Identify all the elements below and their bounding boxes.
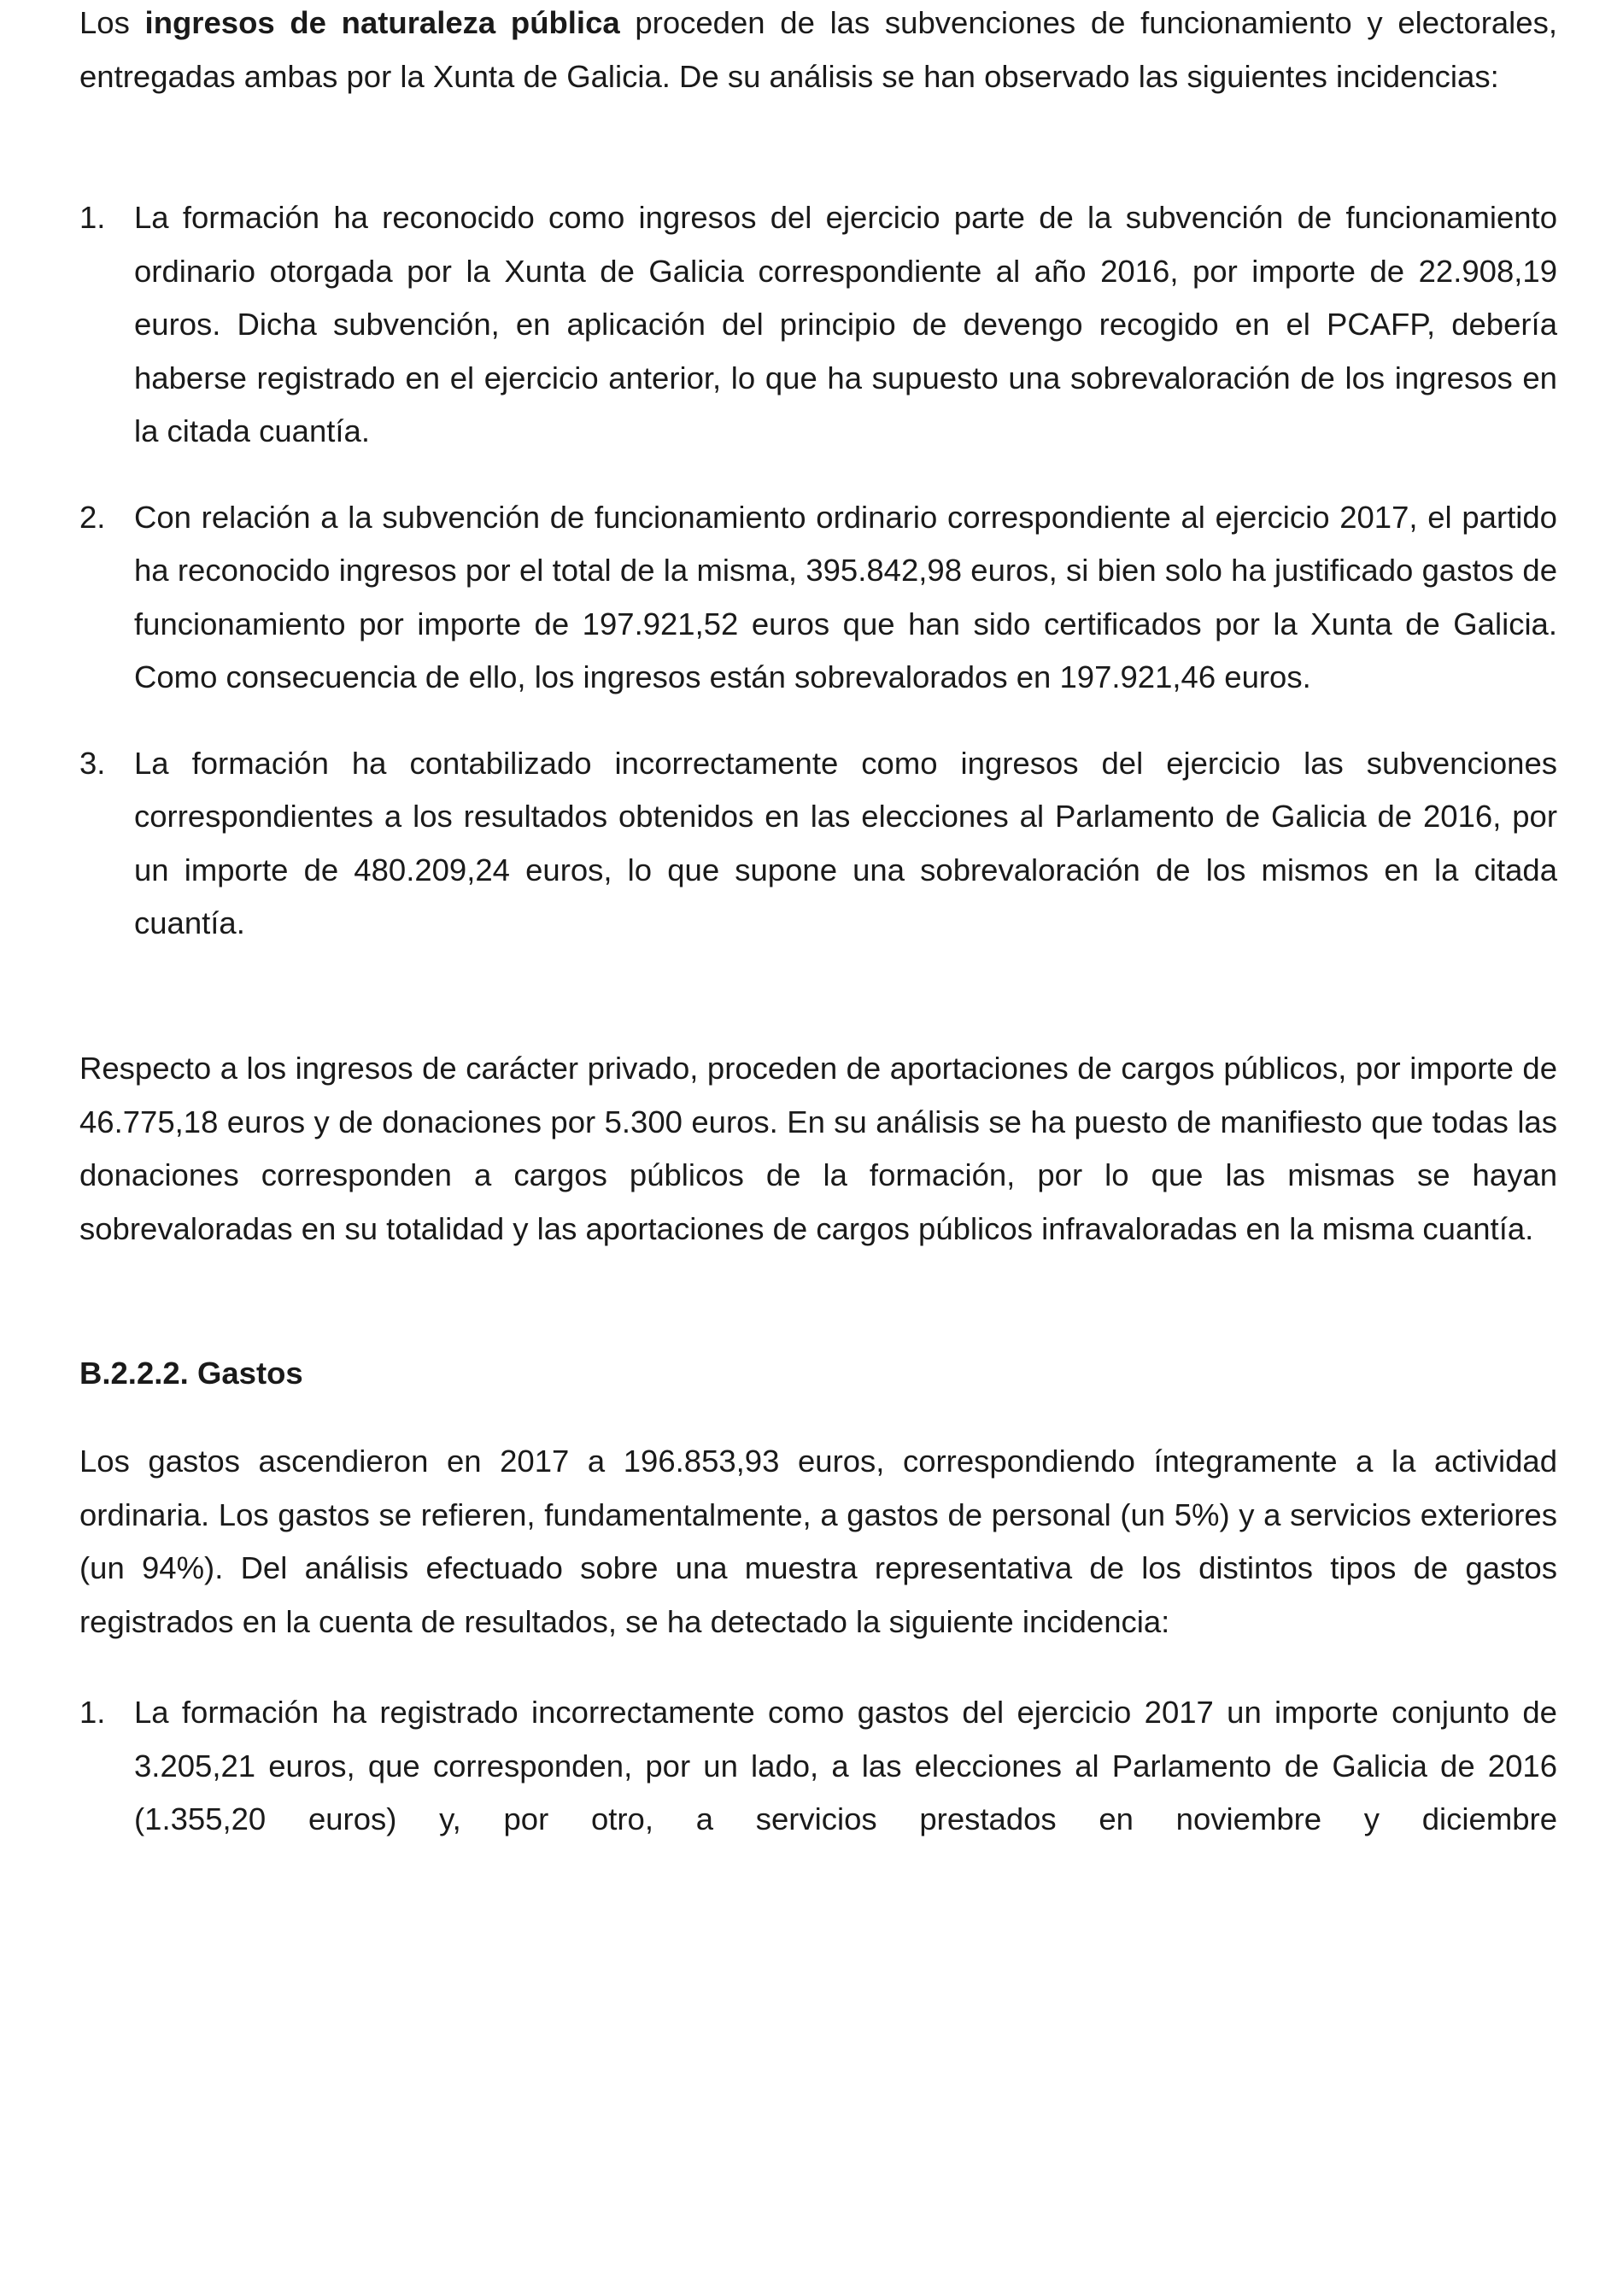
gastos-incidencias-list bbox=[79, 1686, 1557, 1847]
list-item-text: La formación ha reconocido como ingresos del ejercicio parte de la subvención de funcionamiento ordinario otorgada por la Xunta de Galicia correspondiente al año 2016, por importe de 22.908,19 euros. Dicha subvención, en aplicación del principio de devengo recogido en el PCAFP, debería haberse registrado en el ejercicio anterior, lo que ha supuesto una sobrevaloración de los ingresos en la citada cuantía. bbox=[134, 200, 1557, 448]
list-item bbox=[79, 491, 1557, 705]
intro-bold-term: ingresos de naturaleza pública bbox=[144, 5, 620, 40]
list-item bbox=[79, 737, 1557, 951]
ingresos-privados-paragraph: Respecto a los ingresos de carácter privado, proceden de aportaciones de cargos públicos, por importe de 46.775,18 euros y de donaciones por 5.300 euros. En su análisis se ha puesto de manifiesto que todas las donaciones corresponden a cargos públicos de la formación, por lo que las mismas se hayan sobrevaloradas en su totalidad y las aportaciones de cargos públicos infravaloradas en la misma cuantía. bbox=[79, 1051, 1557, 1246]
list-item-number: 1. bbox=[79, 1695, 106, 1730]
ingresos-incidencias-list bbox=[79, 191, 1557, 951]
gastos-paragraph: Los gastos ascendieron en 2017 a 196.853,93 euros, correspondiendo íntegramente a la actividad ordinaria. Los gastos se refieren, fundamentalmente, a gastos de personal (un 5%) y a servicios exteriores (un 94%). Del análisis efectuado sobre una muestra representativa de los distintos tipos de gastos registrados en la cuenta de resultados, se ha detectado la siguiente incidencia: bbox=[79, 1444, 1557, 1639]
list-item-number: 3. bbox=[79, 745, 106, 781]
list-item-text: La formación ha contabilizado incorrectamente como ingresos del ejercicio las subvenciones correspondientes a los resultados obtenidos en las elecciones al Parlamento de Galicia de 2016, por un importe de 480.209,24 euros, lo que supone una sobrevaloración de los mismos en la citada cuantía. bbox=[134, 745, 1557, 940]
list-item bbox=[79, 1686, 1557, 1847]
intro-rest: proceden de las subvenciones de funcionamiento y electorales, entregadas ambas por la Xunta de Galicia. De su análisis se han observado las siguientes incidencias: bbox=[79, 5, 1557, 94]
intro-prefix: Los bbox=[79, 5, 145, 40]
list-item-number: 1. bbox=[79, 200, 106, 235]
list-item bbox=[79, 191, 1557, 459]
intro-paragraph bbox=[79, 0, 1557, 103]
list-item-text: Con relación a la subvención de funcionamiento ordinario correspondiente al ejercicio 2017, el partido ha reconocido ingresos por el total de la misma, 395.842,98 euros, si bien solo ha justificado gastos de funcionamiento por importe de 197.921,52 euros que han sido certificados por la Xunta de Galicia. Como consecuencia de ello, los ingresos están sobrevalorados en 197.921,46 euros. bbox=[134, 499, 1557, 694]
section-heading-gastos: B.2.2.2. Gastos bbox=[79, 1356, 303, 1391]
list-item-number: 2. bbox=[79, 499, 106, 535]
list-item-text: La formación ha registrado incorrectamente como gastos del ejercicio 2017 un importe conjunto de 3.205,21 euros, que corresponden, por un lado, a las elecciones al Parlamento de Galicia de 2016 (1.355,20 euros) y, por otro, a servicios prestados en noviembre y diciembre bbox=[134, 1695, 1557, 1836]
